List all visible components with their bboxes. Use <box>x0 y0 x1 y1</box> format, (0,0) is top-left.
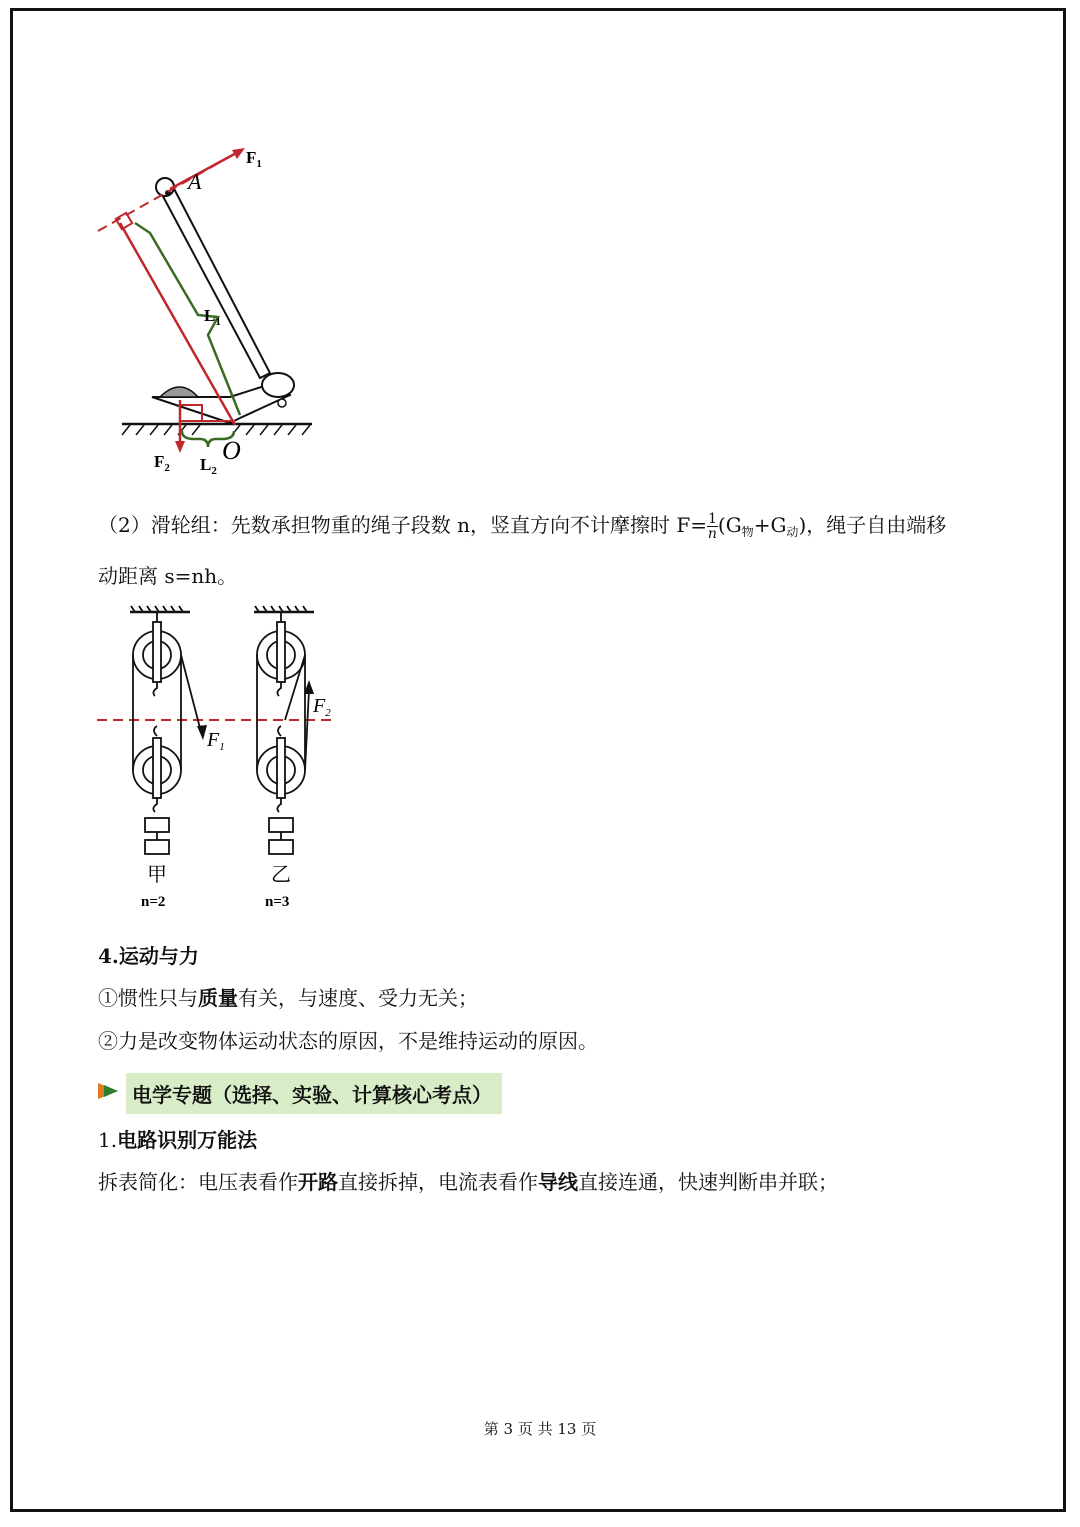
item1-bold-mass: 质量 <box>198 986 238 1010</box>
g-object-subscript: 物 <box>741 525 754 539</box>
section-4-item-1 <box>98 986 478 1010</box>
point-o-label: O <box>222 436 241 465</box>
g-plus: +G <box>753 513 787 537</box>
item1-text-a: ①惯性只与 <box>98 986 198 1010</box>
item1-text-c: 有关，与速度、受力无关； <box>238 986 478 1010</box>
point-a-label: A <box>188 169 202 194</box>
pulley-diagram <box>95 600 355 915</box>
f1-label: $F_1$ <box>246 148 262 170</box>
section-arrow-icon <box>96 1081 122 1101</box>
electric-p-a: 拆表简化：电压表看作 <box>98 1170 298 1194</box>
electric-paragraph <box>98 1170 838 1194</box>
pulley-text-prefix: （2）滑轮组：先数承担物重的绳子段数 n，竖直方向不计摩擦时 F= <box>98 513 707 537</box>
pulley-jia-n: n=2 <box>141 894 166 910</box>
fraction-1-over-n <box>707 512 718 541</box>
l1-label: $L_1$ <box>204 306 221 328</box>
pulley-jia-label: 甲 <box>147 864 167 886</box>
pulley-yi-n: n=3 <box>265 894 290 910</box>
electric-section-heading: 电学专题（选择、实验、计算核心考点） <box>126 1073 502 1114</box>
f2-label: $F_2$ <box>154 452 170 474</box>
pulley-yi-label: 乙 <box>271 864 291 886</box>
section-4-title: 4.运动与力 <box>98 944 199 968</box>
force-f2-label: $F_2$ <box>313 695 331 719</box>
subtitle-number: 1. <box>98 1128 118 1152</box>
g-open: (G <box>717 513 742 537</box>
pulley-paragraph <box>98 512 946 544</box>
fraction-denominator: n <box>707 526 717 542</box>
electric-p-e: 直接连通，快速判断串并联； <box>578 1170 838 1194</box>
lever-diagram <box>90 135 330 485</box>
force-f1-label: $F_1$ <box>207 729 225 753</box>
electric-bold-wire: 导线 <box>538 1170 578 1194</box>
pulley-text-suffix: )，绳子自由端移 <box>798 513 947 537</box>
g-movable-subscript: 动 <box>786 525 799 539</box>
electric-bold-open-circuit: 开路 <box>298 1170 338 1194</box>
l2-label: $L_2$ <box>200 455 217 477</box>
subtitle-text: 电路识别万能法 <box>117 1128 258 1152</box>
section-4-item-2: ②力是改变物体运动状态的原因，不是维持运动的原因。 <box>98 1029 598 1053</box>
page-footer: 第 3 页 共 13 页 <box>483 1420 597 1438</box>
fraction-numerator: 1 <box>707 511 717 527</box>
electric-p-c: 直接拆掉，电流表看作 <box>338 1170 538 1194</box>
electric-subtitle-1 <box>98 1128 257 1152</box>
pulley-paragraph-line2: 动距离 s=nh。 <box>98 564 238 588</box>
